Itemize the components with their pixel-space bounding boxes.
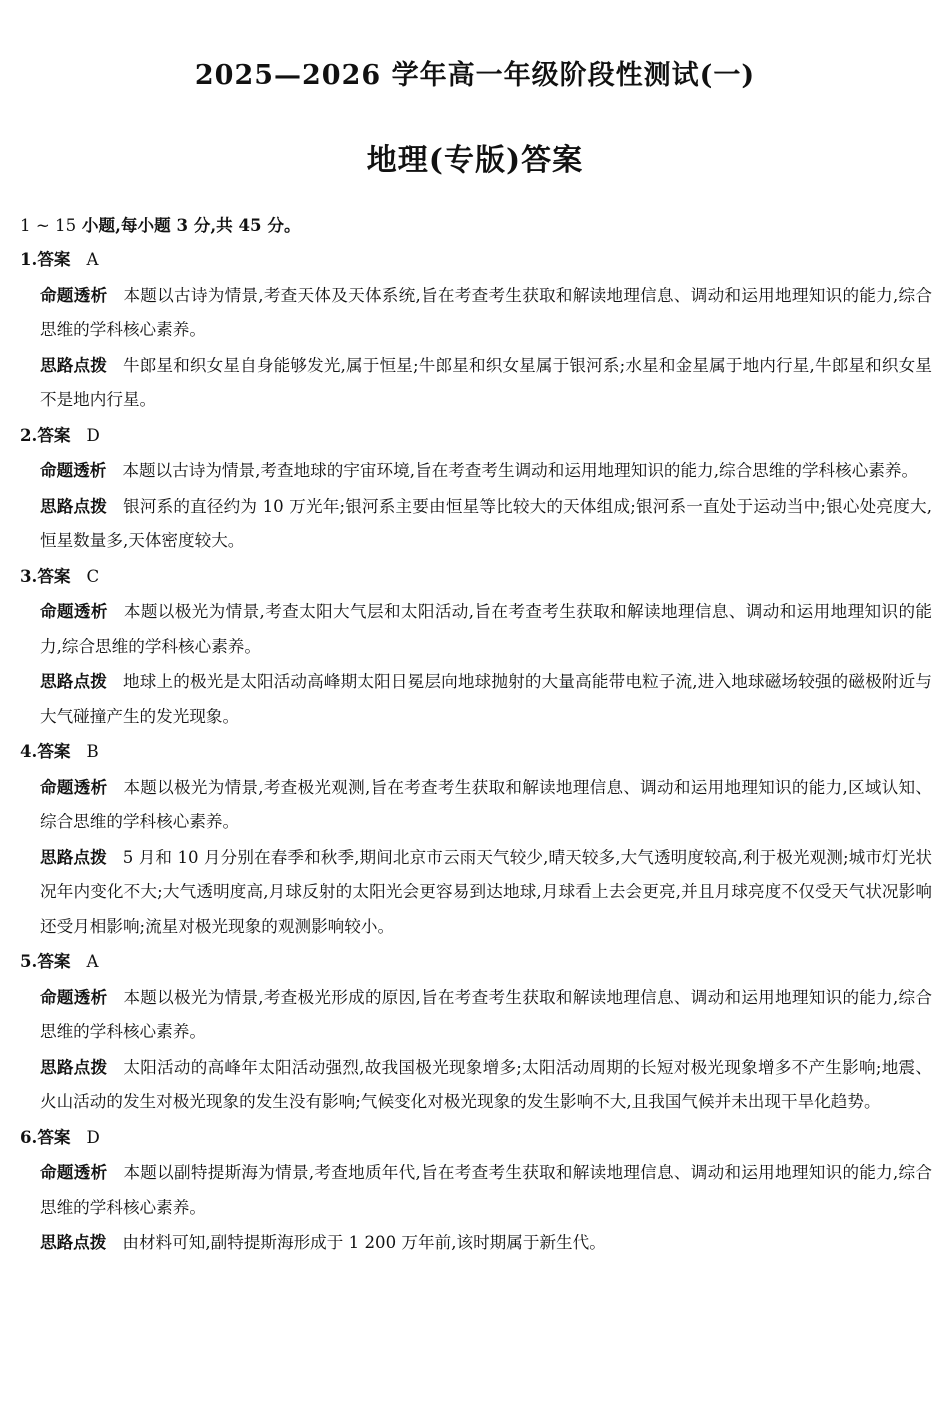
analysis-text: 本题以副特提斯海为情景,考查地质年代,旨在考查考生获取和解读地理信息、调动和运用地理知识的能力,综合思维的学科核心素养。 <box>40 1163 933 1217</box>
answer-value: D <box>86 1127 100 1147</box>
answer-value: A <box>86 250 99 269</box>
hint-paragraph <box>20 348 932 418</box>
page-subtitle: 地理(专版)答案 <box>366 143 584 178</box>
analysis-paragraph <box>20 770 932 840</box>
answer-value: C <box>86 566 100 586</box>
analysis-text: 本题以古诗为情景,考查天体及天体系统,旨在考查考生获取和解读地理信息、调动和运用地理知识的能力,综合思维的学科核心素养。 <box>40 285 933 339</box>
hint-paragraph <box>20 1225 932 1261</box>
analysis-text: 本题以极光为情景,考查极光形成的原因,旨在考查考生获取和解读地理信息、调动和运用地理知识的能力,综合思维的学科核心素养。 <box>40 987 933 1041</box>
hint-label: 思路点拨 <box>40 1232 107 1252</box>
hint-text: 5 月和 10 月分别在春季和秋季,期间北京市云雨天气较少,晴天较多,大气透明度较高,利于极光观测;城市灯光状况年内变化不大;大气透明度高,月球反射的太阳光会更容易到达地球,月球看上去会更亮,并且月球亮度不仅受天气状况影响还受月相影响;流星对极光现象的观测影响较小。 <box>40 847 932 936</box>
analysis-paragraph <box>20 278 932 348</box>
analysis-label: 命题透析 <box>40 776 108 797</box>
answer-label: 答案 <box>37 951 71 971</box>
analysis-label: 命题透析 <box>40 460 107 480</box>
hint-label: 思路点拨 <box>40 1056 108 1077</box>
question-number: 4. <box>20 741 38 761</box>
answer-label: 答案 <box>37 1126 71 1147</box>
question-item <box>20 559 932 735</box>
hint-label: 思路点拨 <box>40 846 107 867</box>
analysis-text: 本题以极光为情景,考查极光观测,旨在考查考生获取和解读地理信息、调动和运用地理知识的能力,区域认知、综合思维的学科核心素养。 <box>40 777 933 831</box>
analysis-label: 命题透析 <box>40 1162 108 1182</box>
question-number: 6. <box>20 1126 38 1147</box>
question-number: 1. <box>20 249 38 269</box>
hint-label: 思路点拨 <box>40 495 108 516</box>
question-item <box>20 734 932 944</box>
analysis-label: 命题透析 <box>40 986 108 1007</box>
answer-value: B <box>86 742 99 761</box>
hint-text: 由材料可知,副特提斯海形成于 1 200 万年前,该时期属于新生代。 <box>122 1233 606 1252</box>
analysis-label: 命题透析 <box>40 284 108 305</box>
intro-text: 小题,每小题 3 分,共 45 分。 <box>76 215 301 235</box>
analysis-paragraph <box>20 594 932 664</box>
answer-value: A <box>86 952 99 971</box>
question-item <box>20 944 932 1120</box>
analysis-text: 本题以古诗为情景,考查地球的宇宙环境,旨在考查考生调动和运用地理知识的能力,综合思维的学科核心素养。 <box>122 461 919 480</box>
answer-value: D <box>86 425 100 445</box>
hint-text: 银河系的直径约为 10 万光年;银河系主要由恒星等比较大的天体组成;银河系一直处于运动当中;银心处亮度大,恒星数量多,天体密度较大。 <box>40 496 932 550</box>
answer-label: 答案 <box>37 565 71 586</box>
question-number: 2. <box>20 424 38 445</box>
answer-line <box>20 734 932 770</box>
analysis-label: 命题透析 <box>40 601 108 621</box>
question-item <box>20 418 932 559</box>
answer-line <box>20 1120 932 1156</box>
intro-line <box>20 208 932 244</box>
hint-text: 地球上的极光是太阳活动高峰期太阳日冕层向地球抛射的大量高能带电粒子流,进入地球磁场较强的磁极附近与大气碰撞产生的发光现象。 <box>40 672 932 726</box>
answer-label: 答案 <box>37 741 71 761</box>
analysis-text: 本题以极光为情景,考查太阳大气层和太阳活动,旨在考查考生获取和解读地理信息、调动和运用地理知识的能力,综合思维的学科核心素养。 <box>40 602 933 656</box>
question-list <box>20 242 932 1261</box>
intro-range: 1 ~ 15 <box>20 216 77 235</box>
answer-line <box>20 559 932 595</box>
answer-line <box>20 944 932 980</box>
question-item <box>20 242 932 418</box>
question-item <box>20 1120 932 1261</box>
analysis-paragraph <box>20 980 932 1050</box>
hint-paragraph <box>20 1050 932 1120</box>
answer-label: 答案 <box>37 249 71 269</box>
section-intro <box>20 208 932 244</box>
answer-line <box>20 242 932 278</box>
question-number: 5. <box>20 951 38 971</box>
question-number: 3. <box>20 565 38 586</box>
hint-paragraph <box>20 840 932 945</box>
answer-label: 答案 <box>37 424 71 445</box>
answer-line <box>20 418 932 454</box>
hint-paragraph <box>20 489 932 559</box>
hint-label: 思路点拨 <box>40 354 107 375</box>
hint-paragraph <box>20 664 932 734</box>
hint-text: 太阳活动的高峰年太阳活动强烈,故我国极光现象增多;太阳活动周期的长短对极光现象增多不产生影响;地震、火山活动的发生对极光现象的发生没有影响;气候变化对极光现象的发生影响不大,且我国气候并未出现干旱化趋势。 <box>40 1057 932 1111</box>
analysis-paragraph <box>20 453 932 489</box>
analysis-paragraph <box>20 1155 932 1225</box>
page-title: 2025—2026 学年高一年级阶段性测试(一) <box>194 60 756 91</box>
hint-text: 牛郎星和织女星自身能够发光,属于恒星;牛郎星和织女星属于银河系;水星和金星属于地内行星,牛郎星和织女星不是地内行星。 <box>40 355 932 409</box>
hint-label: 思路点拨 <box>40 671 107 691</box>
